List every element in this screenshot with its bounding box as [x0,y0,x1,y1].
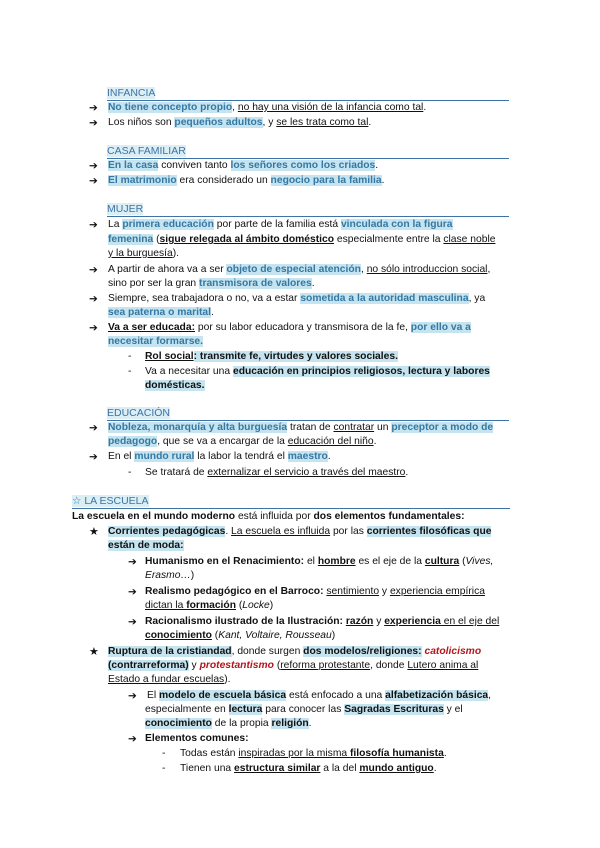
bullet-mujer-4: Va a ser educada: por su labor educadora y transmisora de la fe, por ello va a [108,322,471,333]
bullet-educacion-2: En el mundo rural la labor la tendrá el maestro. [108,451,331,462]
bullet-mujer-1-cont2: y la burguesía). [108,248,179,259]
subbullet-mujer-2: Va a necesitar una educación en principios religiosos, lectura y labores [145,366,490,377]
escuela-subitem-racionalismo-cont: conocimiento (Kant, Voltaire, Rousseau) [145,630,336,641]
bullet-casa-2: El matrimonio era considerado un negocio para la familia. [108,175,385,186]
arrow-icon: ➔ [89,451,98,463]
arrow-icon: ➔ [89,422,98,434]
arrow-icon: ➔ [89,160,98,172]
escuela-item-2-cont2: Estado a fundar escuelas). [108,674,231,685]
dash-icon: - [162,748,166,759]
section-heading-infancia: INFANCIA [107,86,509,101]
section-heading-casa-familiar: CASA FAMILIAR [107,144,509,159]
arrow-icon: ➔ [89,117,98,129]
escuela-intro: La escuela en el mundo moderno está influida por dos elementos fundamentales: [72,511,465,522]
arrow-icon: ➔ [89,102,98,114]
arrow-icon: ➔ [89,219,98,231]
arrow-icon: ➔ [89,322,98,334]
arrow-icon: ➔ [128,556,137,568]
dash-icon: - [162,763,166,774]
section-heading-mujer: MUJER [107,202,509,217]
bullet-mujer-3-cont: sea paterna o marital. [108,307,214,318]
bullet-educacion-1-cont: pedagogo, que se va a encargar de la educación del niño. [108,436,377,447]
escuela-subitem-racionalismo: Racionalismo ilustrado de la Ilustración: razón y experiencia en el eje del [145,616,500,627]
escuela-subitem-realismo-cont: dictan la formación (Locke) [145,600,274,611]
bullet-mujer-2: A partir de ahora va a ser objeto de especial atención, no sólo introduccion social, [108,264,491,275]
subbullet-mujer-2-cont: domésticas. [145,380,205,391]
bullet-infancia-1: No tiene concepto propio, no hay una visión de la infancia como tal. [108,102,427,113]
arrow-icon: ➔ [128,616,137,628]
subbullet-mujer-1: Rol social: transmite fe, virtudes y valores sociales. [145,351,398,362]
bullet-mujer-3: Siempre, sea trabajadora o no, va a estar sometida a la autoridad masculina, ya [108,293,486,304]
dash-icon: - [128,351,132,362]
section-heading-escuela: ☆ LA ESCUELA [72,494,510,509]
arrow-icon: ➔ [89,293,98,305]
escuela-subitem-modelo-cont: especialmente en lectura para conocer las Sagradas Escrituras y el [145,704,463,715]
arrow-icon: ➔ [128,733,137,745]
arrow-icon: ➔ [128,690,137,702]
escuela-subitem-elementos: Elementos comunes: [145,733,249,744]
bullet-infancia-2: Los niños son pequeños adultos, y se les trata como tal. [108,117,372,128]
escuela-subitem-realismo: Realismo pedagógico en el Barroco: sentimiento y experiencia empírica [145,586,485,597]
escuela-elemento-1: Todas están inspiradas por la misma filosofía humanista. [180,748,447,759]
arrow-icon: ➔ [89,175,98,187]
dash-icon: - [128,366,132,377]
bullet-mujer-4-cont: necesitar formarse. [108,336,204,347]
escuela-item-2: Ruptura de la cristiandad, donde surgen dos modelos/religiones: catolicismo [108,646,482,657]
arrow-icon: ➔ [128,586,137,598]
subbullet-educacion-1: Se tratará de externalizar el servicio a través del maestro. [145,467,409,478]
section-heading-educacion: EDUCACIÓN [107,406,509,421]
bullet-casa-1: En la casa conviven tanto los señores como los criados. [108,160,379,171]
arrow-icon: ➔ [89,264,98,276]
star-icon: ★ [89,646,99,658]
bullet-mujer-1: La primera educación por parte de la familia está vinculada con la figura [108,219,453,230]
bullet-mujer-1-cont: femenina (sigue relegada al ámbito doméstico especialmente entre la clase noble [108,234,496,245]
escuela-elemento-2: Tienen una estructura similar a la del mundo antiguo. [180,763,437,774]
dash-icon: - [128,467,132,478]
escuela-item-1: Corrientes pedagógicas. La escuela es influida por las corrientes filosóficas que [108,526,492,537]
escuela-subitem-modelo: El modelo de escuela básica está enfocado a una alfabetización básica, [147,690,492,701]
escuela-subitem-humanismo: Humanismo en el Renacimiento: el hombre es el eje de la cultura (Vives, [145,556,494,567]
escuela-item-1-cont: están de moda: [108,540,184,551]
star-icon: ★ [89,526,99,538]
bullet-mujer-2-cont: sino por ser la gran transmisora de valores. [108,278,315,289]
escuela-subitem-modelo-cont2: conocimiento de la propia religión. [145,718,312,729]
escuela-subitem-humanismo-cont: Erasmo…) [145,570,195,581]
escuela-item-2-cont: (contrarreforma) y protestantismo (reforma protestante, donde Lutero anima al [108,660,479,671]
bullet-educacion-1: Nobleza, monarquía y alta burguesía tratan de contratar un preceptor a modo de [108,422,494,433]
